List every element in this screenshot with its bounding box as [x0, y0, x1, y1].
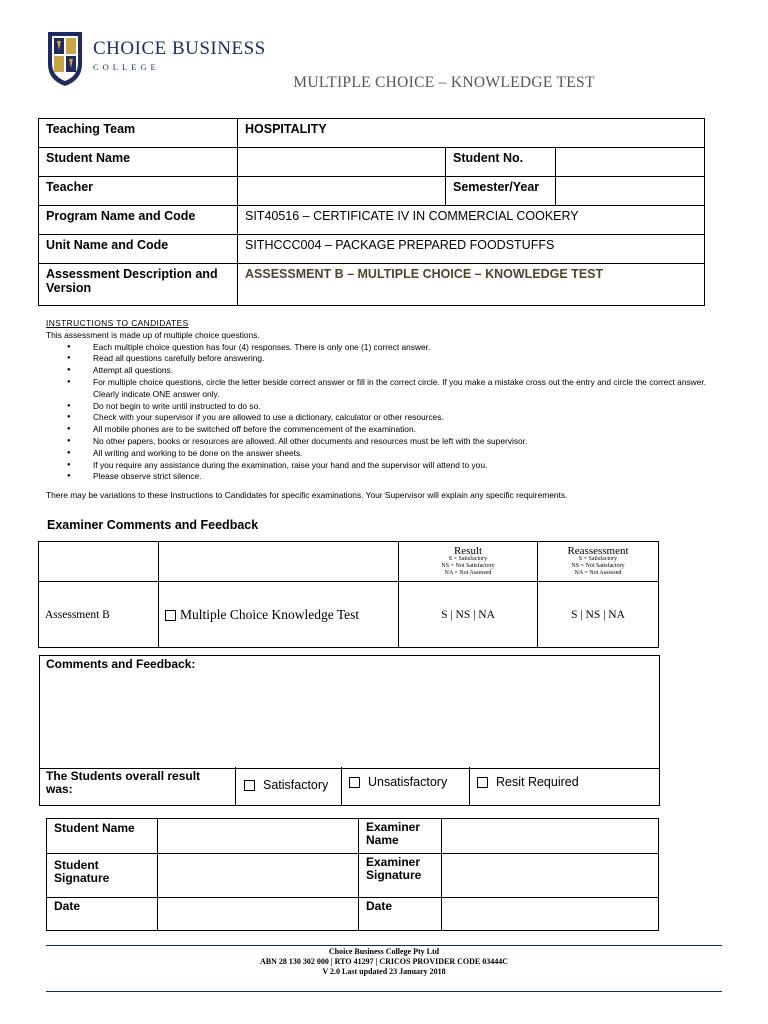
- student-name-label: Student Name: [39, 148, 238, 177]
- college-logo-text: [93, 38, 266, 72]
- divider: [341, 767, 342, 805]
- instruction-item: ● All mobile phones are to be switched off before the commencement of the examination.: [46, 424, 726, 436]
- student-name-field[interactable]: [158, 819, 359, 854]
- teaching-team-label: Teaching Team: [39, 119, 238, 148]
- document-title: MULTIPLE CHOICE – KNOWLEDGE TEST: [293, 74, 595, 91]
- legend-not-assessed: NA = Not Assessed: [574, 570, 622, 576]
- assessment-label: Assessment Description and Version: [39, 264, 238, 306]
- footer: [46, 947, 722, 977]
- legend-not-satisfactory: NS = Not Satisfactory: [441, 563, 495, 569]
- date-label: Date: [47, 898, 158, 931]
- instruction-item: ● Check with your supervisor if you are allowed to use a dictionary, calculator or other resources.: [46, 412, 726, 424]
- student-name-label: Student Name: [47, 819, 158, 854]
- instructions-intro: This assessment is made up of multiple choice questions.: [46, 329, 260, 340]
- instructions-note: There may be variations to these Instructions to Candidates for specific examinations. Your Supervisor will explain any specific requirements.: [46, 490, 568, 501]
- student-date-field[interactable]: [158, 898, 359, 931]
- assessment-b-item[interactable]: [159, 582, 399, 648]
- examiner-name-field[interactable]: [442, 819, 659, 854]
- instruction-item: ● Each multiple choice question has four (4) responses. There is only one (1) correct answer.: [46, 342, 726, 354]
- satisfactory-label: Satisfactory: [263, 778, 329, 792]
- assessment-info-table: [38, 118, 705, 306]
- checkbox-icon[interactable]: [477, 777, 488, 788]
- footer-version: V 2.0 Last updated 23 January 2018: [322, 967, 446, 976]
- divider: [469, 767, 470, 805]
- teaching-team-value: HOSPITALITY: [238, 119, 705, 148]
- unsatisfactory-label: Unsatisfactory: [368, 775, 448, 789]
- divider: [235, 767, 236, 805]
- semester-cell[interactable]: [556, 177, 705, 206]
- assessment-value: ASSESSMENT B – MULTIPLE CHOICE – KNOWLEDGE TEST: [238, 264, 705, 306]
- checkbox-icon[interactable]: [349, 777, 360, 788]
- checkbox-icon[interactable]: [244, 780, 255, 791]
- student-name-cell[interactable]: [238, 148, 446, 177]
- signature-table: [46, 818, 659, 931]
- instruction-item: ● Attempt all questions.: [46, 365, 726, 377]
- program-value: SIT40516 – CERTIFICATE IV IN COMMERCIAL COOKERY: [238, 206, 705, 235]
- satisfactory-option[interactable]: [244, 778, 328, 792]
- student-no-label: Student No.: [446, 148, 556, 177]
- student-no-cell[interactable]: [556, 148, 705, 177]
- student-signature-label: Student Signature: [47, 854, 158, 898]
- assessment-b-item-label: Multiple Choice Knowledge Test: [180, 606, 360, 622]
- overall-result-label: The Students overall result was:: [46, 769, 201, 796]
- reassessment-header: [538, 542, 659, 582]
- instruction-item: ● Please observe strict silence.: [46, 471, 726, 483]
- examiner-heading: Examiner Comments and Feedback: [47, 518, 259, 532]
- instruction-item: ● No other papers, books or resources are allowed. All other documents and resources must be left with the supervisor.: [46, 436, 726, 448]
- instruction-item: ● Do not begin to write until instructed to do so.: [46, 401, 726, 413]
- teacher-cell[interactable]: [238, 177, 446, 206]
- result-header: [399, 542, 538, 582]
- instructions-list: [46, 342, 726, 484]
- instructions-heading: INSTRUCTIONS TO CANDIDATES: [46, 318, 189, 328]
- result-header-label: Result: [453, 545, 483, 557]
- examiner-signature-label: Examiner Signature: [359, 854, 442, 898]
- instruction-item: ● Read all questions carefully before answering.: [46, 353, 726, 365]
- instruction-item: ● For multiple choice questions, circle the letter beside correct answer or fill in the correct circle. If you make a mistake cross out the entry and circle the correct answer. Clearly indicate ONE answer only.: [46, 377, 726, 401]
- college-name: CHOICE BUSINESS: [93, 38, 266, 59]
- legend-not-assessed: NA = Not Assessed: [444, 570, 492, 576]
- resit-option[interactable]: [477, 775, 579, 789]
- semester-label: Semester/Year: [446, 177, 556, 206]
- instruction-item: ● If you require any assistance during the examination, raise your hand and the supervisor will attend to you.: [46, 460, 726, 472]
- reassessment-options[interactable]: S | NS | NA: [538, 582, 659, 648]
- resit-label: Resit Required: [496, 775, 579, 789]
- instructions-section: [46, 318, 726, 502]
- date-label: Date: [359, 898, 442, 931]
- footer-top-rule: [46, 945, 722, 946]
- reassessment-header-label: Reassessment: [567, 545, 629, 557]
- footer-company: Choice Business College Pty Ltd: [328, 947, 440, 956]
- footer-codes: ABN 28 130 302 000 | RTO 41297 | CRICOS PROVIDER CODE 03444C: [260, 957, 508, 966]
- legend-not-satisfactory: NS = Not Satisfactory: [571, 563, 625, 569]
- examiner-signature-field[interactable]: [442, 854, 659, 898]
- comments-label: Comments and Feedback:: [46, 657, 196, 671]
- examiner-date-field[interactable]: [442, 898, 659, 931]
- legend-satisfactory: S = Satisfactory: [578, 556, 618, 562]
- student-signature-field[interactable]: [158, 854, 359, 898]
- program-label: Program Name and Code: [39, 206, 238, 235]
- unit-value: SITHCCC004 – PACKAGE PREPARED FOODSTUFFS: [238, 235, 705, 264]
- checkbox-icon[interactable]: [165, 610, 176, 621]
- teacher-label: Teacher: [39, 177, 238, 206]
- result-table: [38, 541, 659, 648]
- result-options[interactable]: S | NS | NA: [399, 582, 538, 648]
- footer-bottom-rule: [46, 991, 722, 992]
- comments-box[interactable]: [39, 655, 660, 769]
- instruction-item: ● All writing and working to be done on the answer sheets.: [46, 448, 726, 460]
- unit-label: Unit Name and Code: [39, 235, 238, 264]
- unsatisfactory-option[interactable]: [349, 775, 447, 789]
- legend-satisfactory: S = Satisfactory: [448, 556, 488, 562]
- college-subtitle: COLLEGE: [93, 62, 160, 72]
- overall-result-row: [39, 767, 660, 806]
- assessment-b-label: Assessment B: [39, 582, 159, 648]
- examiner-name-label: Examiner Name: [359, 819, 442, 854]
